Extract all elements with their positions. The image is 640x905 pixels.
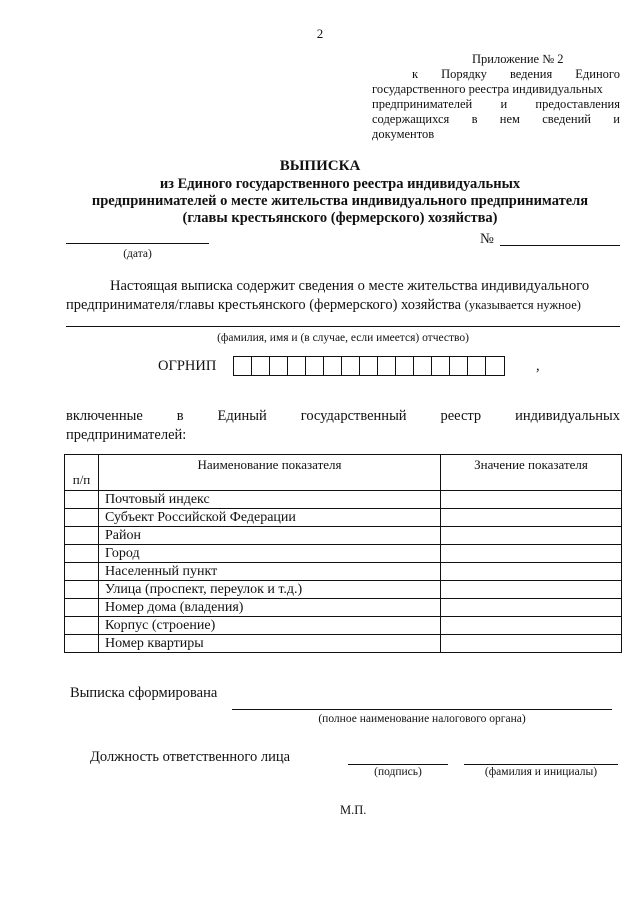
included-word: реестр	[440, 408, 482, 424]
row-value-cell[interactable]	[441, 527, 622, 545]
appendix-word: предпринимателей	[372, 97, 473, 111]
table-row	[65, 527, 622, 545]
row-number-cell	[65, 635, 99, 653]
col-header-name: Наименование показателя	[99, 455, 441, 491]
col-number-label: п/п	[72, 472, 91, 487]
included-word: государственный	[300, 408, 407, 424]
table-header-row	[65, 455, 622, 491]
appendix-title: Приложение № 2	[472, 52, 564, 66]
table-row	[65, 617, 622, 635]
signature-field[interactable]	[348, 764, 448, 765]
table-row	[65, 509, 622, 527]
ogrnip-cell[interactable]	[486, 357, 504, 375]
ogrnip-cell[interactable]	[468, 357, 486, 375]
appendix-line-3	[372, 97, 620, 112]
subtitle-line-1: из Единого государственного реестра индивидуальных	[159, 176, 521, 192]
full-name-caption: (фамилия, имя и (в случае, если имеется) отчество)	[217, 332, 469, 344]
number-field[interactable]	[500, 245, 620, 246]
included-word: Единый	[217, 408, 267, 424]
page-number: 2	[316, 26, 324, 41]
row-label: Субъект Российской Федерации	[99, 509, 441, 527]
appendix-line-4	[372, 112, 620, 127]
ogrnip-cell[interactable]	[432, 357, 450, 375]
row-label: Населенный пункт	[99, 563, 441, 581]
appendix-word: в	[471, 112, 478, 126]
ogrnip-cell[interactable]	[234, 357, 252, 375]
appendix-word: нем	[499, 112, 520, 126]
row-value-cell[interactable]	[441, 509, 622, 527]
appendix-word: Порядку	[441, 67, 487, 81]
row-value-cell[interactable]	[441, 491, 622, 509]
row-label: Район	[99, 527, 441, 545]
row-number-cell	[65, 563, 99, 581]
table-row	[65, 545, 622, 563]
intro-line-1: Настоящая выписка содержит сведения о месте жительства индивидуального	[110, 278, 590, 294]
ogrnip-cell[interactable]	[288, 357, 306, 375]
row-value-cell[interactable]	[441, 581, 622, 599]
table-row	[65, 563, 622, 581]
formed-label: Выписка сформирована	[70, 685, 218, 701]
row-value-cell[interactable]	[441, 563, 622, 581]
ogrnip-cell[interactable]	[360, 357, 378, 375]
appendix-word: к	[412, 67, 419, 81]
included-word: в	[176, 408, 184, 424]
signature-caption: (подпись)	[374, 766, 422, 778]
appendix-line-1	[372, 67, 620, 82]
table-row	[65, 635, 622, 653]
row-value-cell[interactable]	[441, 617, 622, 635]
row-label: Город	[99, 545, 441, 563]
row-number-cell	[65, 509, 99, 527]
document-subtitle	[60, 176, 620, 227]
included-line-1	[66, 407, 620, 426]
appendix-word: ведения	[509, 67, 553, 81]
included-line-2: предпринимателей:	[66, 427, 187, 443]
ogrnip-comma: ,	[536, 358, 540, 374]
col-header-value: Значение показателя	[441, 455, 622, 491]
appendix-line-2: государственного реестра индивидуальных	[372, 82, 603, 96]
row-number-cell	[65, 491, 99, 509]
table-row	[65, 599, 622, 617]
ogrnip-cells[interactable]	[233, 356, 505, 376]
subtitle-line-3: (главы крестьянского (фермерского) хозяйства)	[182, 210, 498, 226]
official-label: Должность ответственного лица	[90, 749, 291, 765]
ogrnip-cell[interactable]	[270, 357, 288, 375]
appendix-word: и	[613, 112, 620, 126]
included-word: включенные	[66, 408, 143, 424]
table-row	[65, 491, 622, 509]
included-word: индивидуальных	[515, 408, 620, 424]
official-name-field[interactable]	[464, 764, 618, 765]
row-value-cell[interactable]	[441, 599, 622, 617]
appendix-block	[372, 52, 620, 142]
tax-authority-caption: (полное наименование налогового органа)	[318, 713, 526, 725]
date-caption: (дата)	[123, 248, 152, 260]
ogrnip-cell[interactable]	[414, 357, 432, 375]
subtitle-line-2: предпринимателей о месте жительства индивидуального предпринимателя	[91, 193, 589, 209]
intro-line-2-note: (указывается нужное)	[464, 298, 581, 312]
ogrnip-cell[interactable]	[450, 357, 468, 375]
ogrnip-cell[interactable]	[396, 357, 414, 375]
document-title: ВЫПИСКА	[279, 158, 361, 174]
table-row	[65, 581, 622, 599]
row-label: Номер квартиры	[99, 635, 441, 653]
row-value-cell[interactable]	[441, 545, 622, 563]
ogrnip-cell[interactable]	[378, 357, 396, 375]
appendix-word: сведений	[542, 112, 591, 126]
row-label: Почтовый индекс	[99, 491, 441, 509]
appendix-word: Единого	[575, 67, 620, 81]
intro-line-2	[66, 296, 581, 315]
row-number-cell	[65, 545, 99, 563]
full-name-field[interactable]	[66, 326, 620, 327]
number-sign: №	[480, 231, 494, 247]
intro-line-2-main: предпринимателя/главы крестьянского (фермерского) хозяйства	[66, 297, 462, 313]
appendix-line-5: документов	[372, 127, 435, 141]
appendix-word: предоставления	[535, 97, 620, 111]
ogrnip-cell[interactable]	[324, 357, 342, 375]
row-label: Номер дома (владения)	[99, 599, 441, 617]
ogrnip-cell[interactable]	[342, 357, 360, 375]
appendix-word: содержащихся	[372, 112, 450, 126]
appendix-word: и	[500, 97, 508, 111]
official-name-caption: (фамилия и инициалы)	[484, 766, 598, 778]
row-value-cell[interactable]	[441, 635, 622, 653]
ogrnip-cell[interactable]	[252, 357, 270, 375]
row-label: Улица (проспект, переулок и т.д.)	[99, 581, 441, 599]
address-table	[64, 454, 622, 653]
ogrnip-label: ОГРНИП	[158, 358, 217, 374]
row-number-cell	[65, 527, 99, 545]
stamp-place: М.П.	[340, 803, 367, 817]
tax-authority-field[interactable]	[232, 709, 612, 710]
row-number-cell	[65, 617, 99, 635]
date-field[interactable]	[66, 243, 209, 244]
ogrnip-cell[interactable]	[306, 357, 324, 375]
row-number-cell	[65, 581, 99, 599]
row-label: Корпус (строение)	[99, 617, 441, 635]
row-number-cell	[65, 599, 99, 617]
col-header-number	[65, 455, 99, 491]
